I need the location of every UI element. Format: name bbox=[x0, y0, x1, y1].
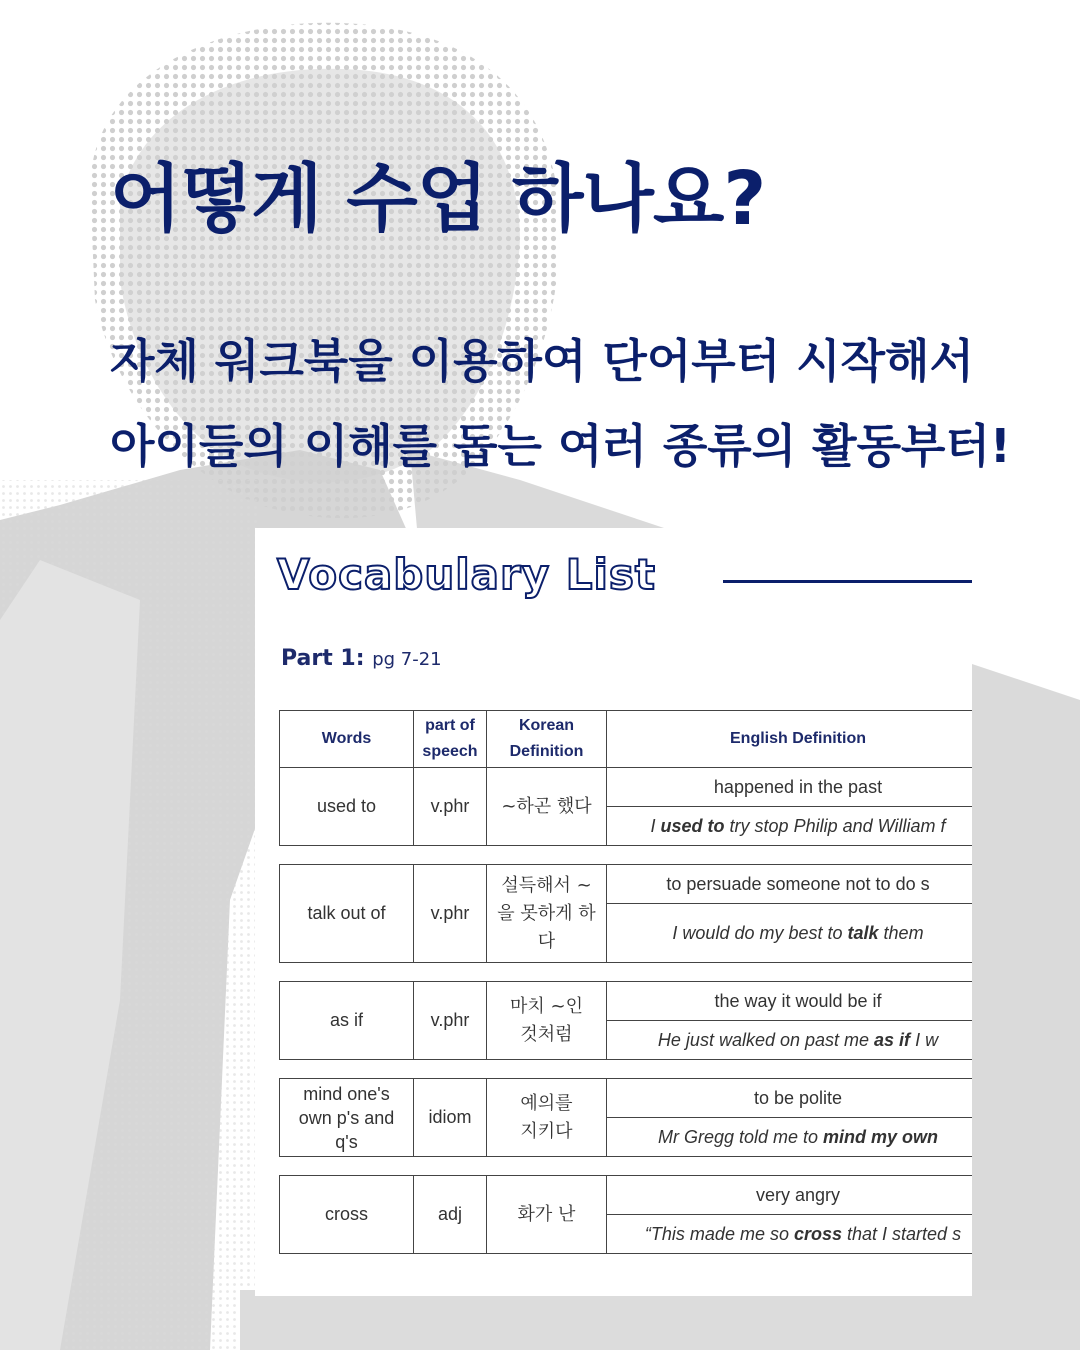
table-row bbox=[280, 1176, 973, 1215]
example-cell bbox=[607, 1118, 973, 1157]
definition-cell: to be polite bbox=[607, 1079, 973, 1118]
word-cell: used to bbox=[280, 768, 414, 846]
definition-cell: very angry bbox=[607, 1176, 973, 1215]
worksheet-card bbox=[255, 528, 972, 1296]
header-words: Words bbox=[280, 711, 414, 768]
example-cell bbox=[607, 1021, 973, 1060]
table-row bbox=[280, 865, 973, 904]
korean-cell: 예의를 지키다 bbox=[487, 1079, 607, 1157]
korean-cell: ~하곤 했다 bbox=[487, 768, 607, 846]
korean-cell: 설득해서 ~을 못하게 하다 bbox=[487, 865, 607, 963]
header-english-definition: English Definition bbox=[607, 711, 973, 768]
example-cell bbox=[607, 904, 973, 963]
pos-cell: idiom bbox=[414, 1079, 487, 1157]
example-text: Mr Gregg told me to bbox=[657, 1126, 824, 1147]
example-cell bbox=[607, 1215, 973, 1254]
definition-cell: to persuade someone not to do s bbox=[607, 865, 973, 904]
page-title: 어떻게 수업 하나요? bbox=[110, 156, 766, 242]
korean-cell: 마치 ~인 것처럼 bbox=[487, 982, 607, 1060]
header-part-of-speech: part of speech bbox=[414, 711, 487, 768]
definition-cell: the way it would be if bbox=[607, 982, 973, 1021]
definition-cell: happened in the past bbox=[607, 768, 973, 807]
example-text: I would do my best to bbox=[672, 922, 848, 943]
example-cell bbox=[607, 807, 973, 846]
example-keyword: cross bbox=[793, 1223, 843, 1244]
pos-cell: adj bbox=[414, 1176, 487, 1254]
example-keyword: talk bbox=[847, 922, 879, 943]
pos-cell: v.phr bbox=[414, 982, 487, 1060]
example-keyword: mind my own bbox=[823, 1126, 939, 1147]
pos-cell: v.phr bbox=[414, 768, 487, 846]
example-text: I w bbox=[910, 1029, 939, 1050]
table-header-row bbox=[280, 711, 973, 768]
table-row bbox=[280, 1079, 973, 1118]
example-text: try stop Philip and William f bbox=[724, 815, 946, 836]
header-korean-definition: Korean Definition bbox=[487, 711, 607, 768]
example-keyword: used to bbox=[660, 815, 725, 836]
example-text: them bbox=[878, 922, 924, 943]
part-pages: pg 7-21 bbox=[372, 649, 442, 670]
worksheet-title: Vocabulary List bbox=[277, 550, 656, 599]
pos-cell: v.phr bbox=[414, 865, 487, 963]
word-cell: cross bbox=[280, 1176, 414, 1254]
subtitle-line-2: 아이들의 이해를 돕는 여러 종류의 활동부터! bbox=[110, 419, 1011, 473]
word-cell: talk out of bbox=[280, 865, 414, 963]
example-text: He just walked on past me bbox=[657, 1029, 875, 1050]
example-text: “This made me so bbox=[644, 1223, 794, 1244]
vocabulary-table bbox=[279, 710, 972, 1254]
title-rule bbox=[723, 580, 972, 583]
word-cell: as if bbox=[280, 982, 414, 1060]
example-keyword: as if bbox=[874, 1029, 911, 1050]
part-label bbox=[281, 646, 442, 671]
subtitle-line-1: 자체 워크북을 이용하여 단어부터 시작해서 bbox=[110, 334, 974, 388]
table-row bbox=[280, 982, 973, 1021]
korean-cell: 화가 난 bbox=[487, 1176, 607, 1254]
example-text: that I started s bbox=[842, 1223, 962, 1244]
word-cell: mind one's own p's and q's bbox=[280, 1079, 414, 1157]
table-row bbox=[280, 768, 973, 807]
part-number: Part 1: bbox=[281, 646, 365, 671]
example-text: I bbox=[650, 815, 661, 836]
